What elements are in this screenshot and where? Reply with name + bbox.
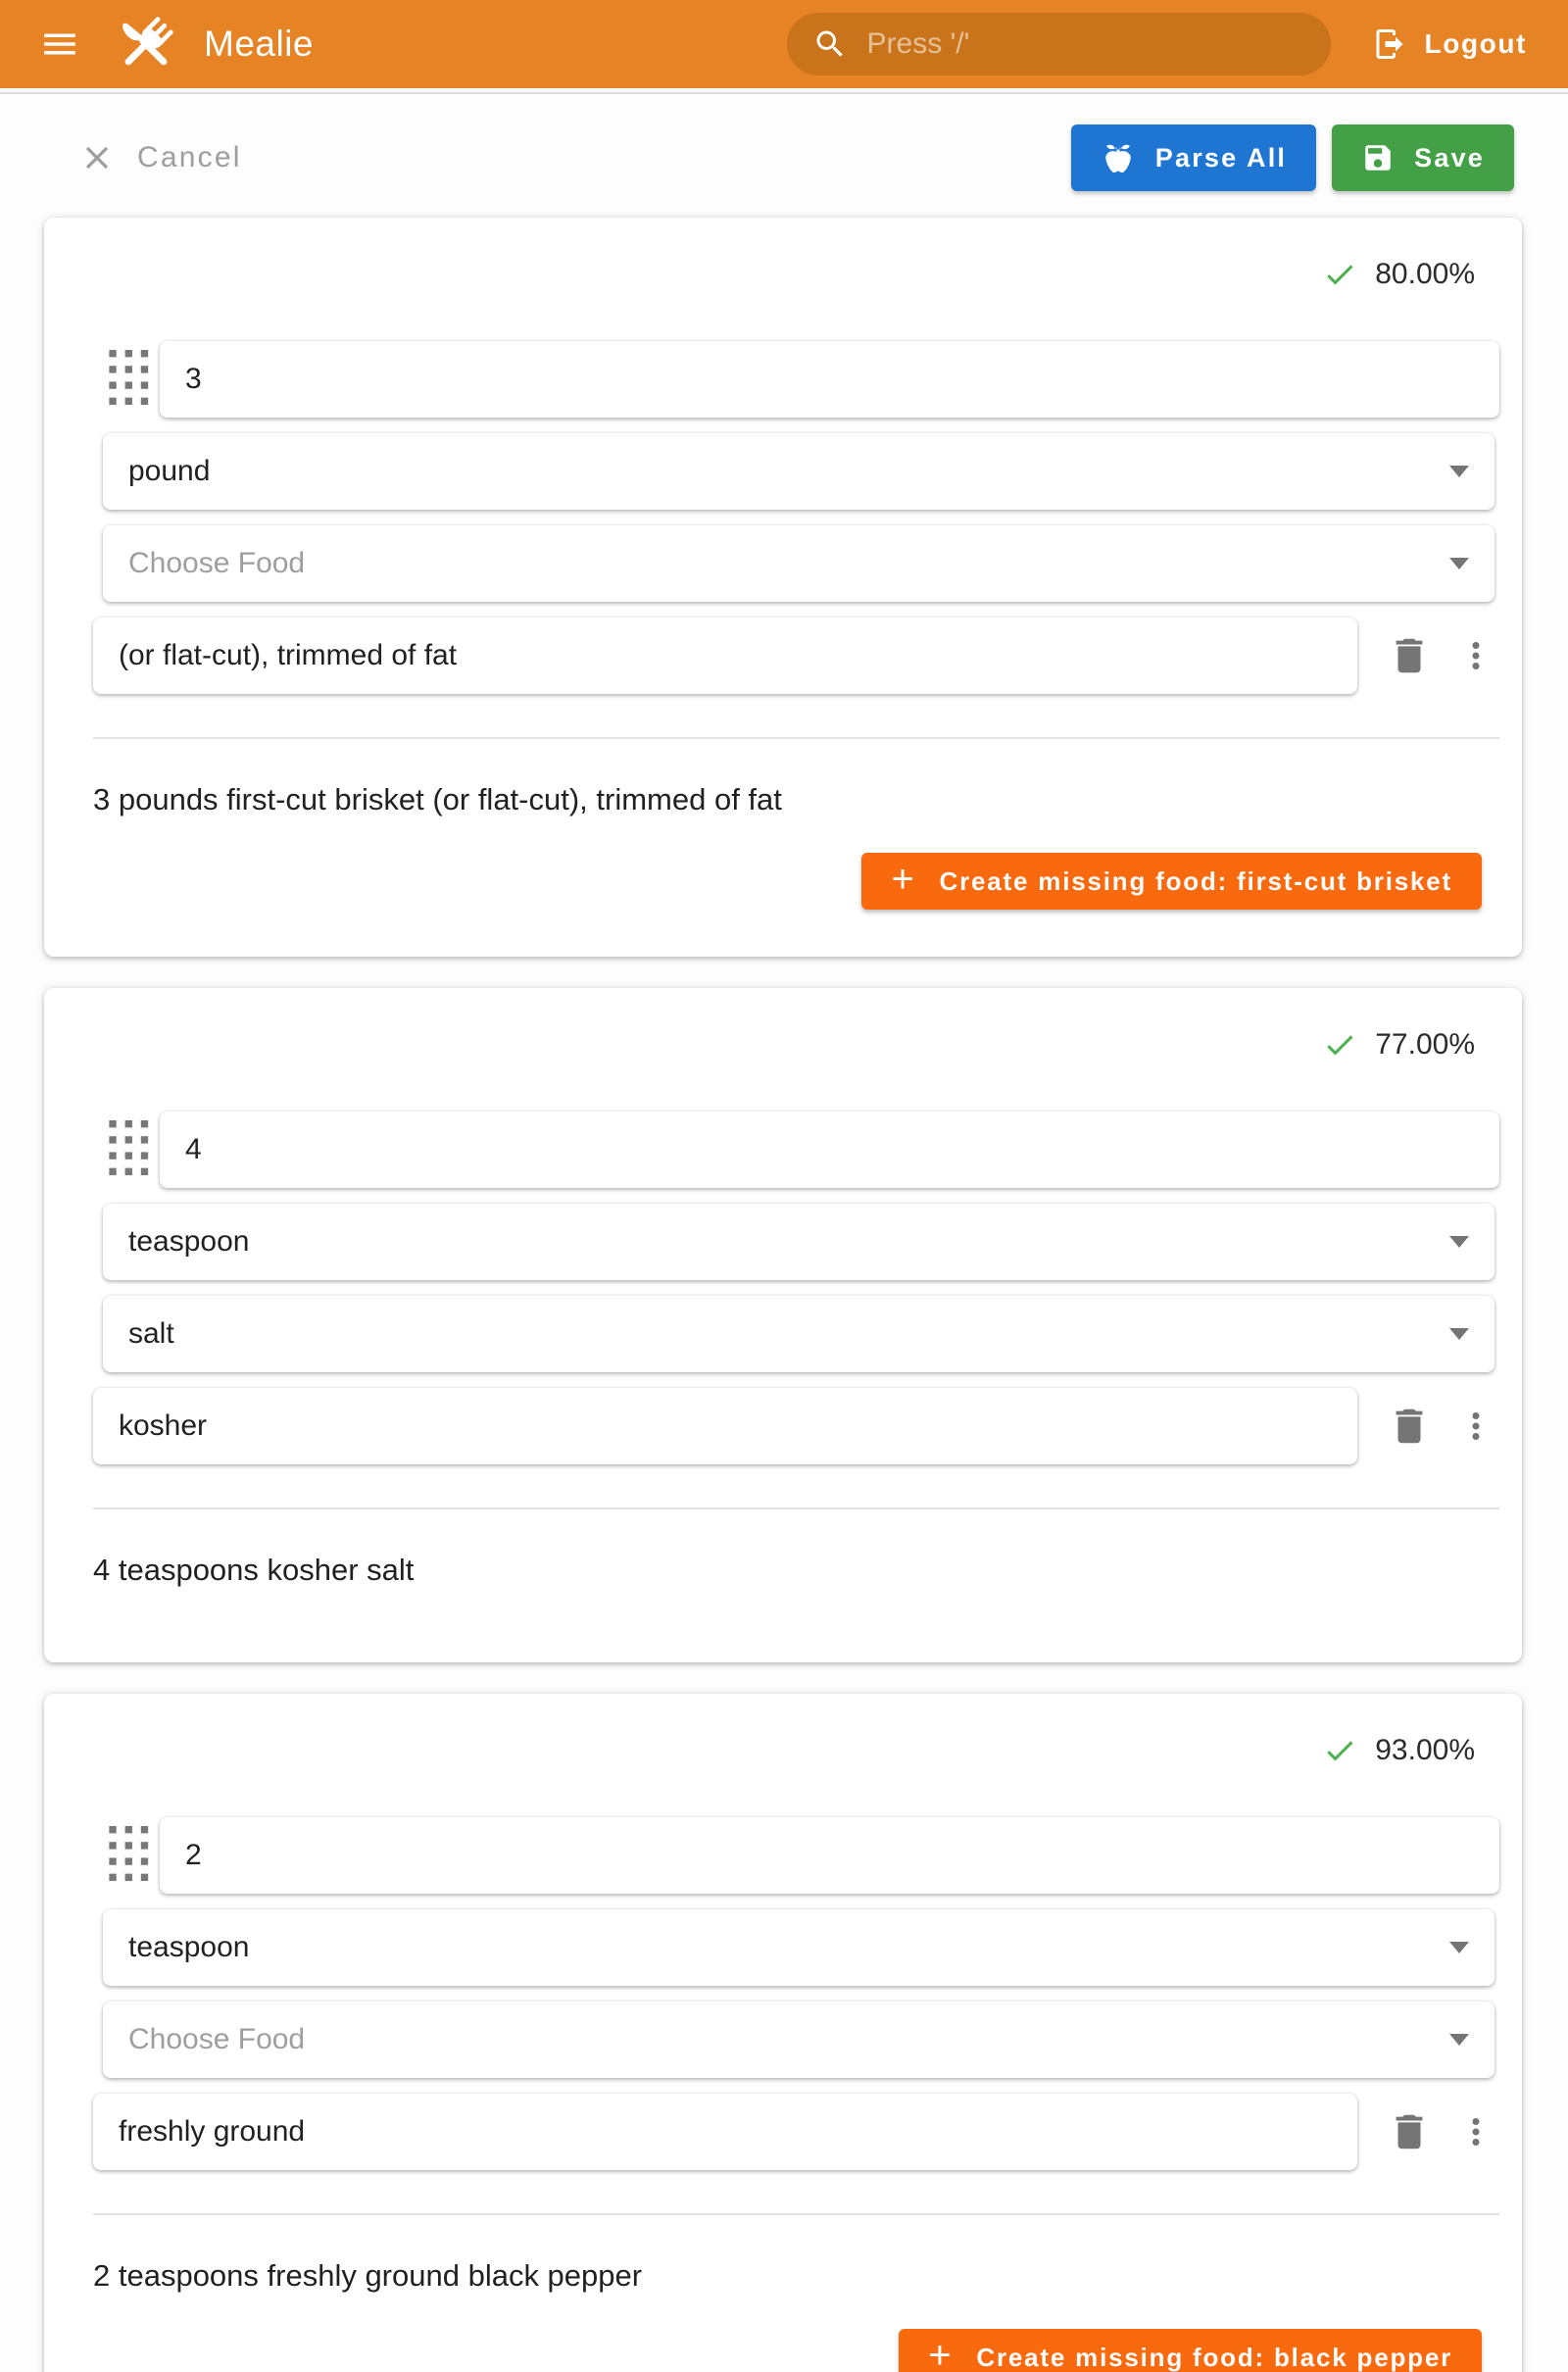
app-title: Mealie [204, 24, 314, 64]
quantity-input[interactable] [160, 1112, 1499, 1188]
drag-handle-icon[interactable] [109, 350, 150, 410]
app-header [0, 0, 1568, 88]
quantity-input[interactable] [160, 341, 1499, 418]
apple-icon [1101, 140, 1136, 175]
logout-label: Logout [1424, 28, 1527, 59]
original-ingredient-text: 3 pounds first-cut brisket (or flat-cut), trimmed of fat [93, 782, 782, 816]
ingredient-card [44, 988, 1522, 1662]
search-input[interactable] [787, 13, 1331, 75]
original-ingredient-text: 4 teaspoons kosher salt [93, 1553, 415, 1587]
unit-select[interactable] [103, 1204, 1494, 1280]
create-missing-food-label: Create missing food: black pepper [976, 2342, 1452, 2372]
logout-button[interactable] [1372, 26, 1527, 62]
create-missing-food-button[interactable] [899, 2329, 1482, 2372]
unit-value: pound [128, 455, 211, 487]
note-row [93, 2094, 1522, 2170]
card-divider [93, 737, 1499, 739]
food-placeholder: Choose Food [128, 2023, 306, 2055]
food-placeholder: Choose Food [128, 547, 306, 579]
quantity-input[interactable] [160, 1817, 1499, 1894]
confidence-value: 93.00% [1375, 1734, 1475, 1766]
chevron-down-icon [1449, 558, 1469, 569]
ingredient-card-list [44, 218, 1522, 2372]
search-icon [812, 26, 848, 62]
delete-button[interactable] [1387, 633, 1432, 678]
quantity-row [44, 341, 1499, 418]
delete-button[interactable] [1387, 1404, 1432, 1449]
check-icon [1322, 1027, 1357, 1062]
mealie-logo-icon [114, 12, 178, 76]
chevron-down-icon [1449, 466, 1469, 477]
confidence-value: 77.00% [1375, 1028, 1475, 1061]
ingredient-card [44, 1694, 1522, 2372]
quantity-row [44, 1817, 1499, 1894]
missing-food-row [44, 853, 1482, 957]
parse-all-button[interactable] [1071, 124, 1316, 191]
save-label: Save [1414, 142, 1485, 173]
confidence-row [44, 218, 1522, 318]
chevron-down-icon [1449, 2034, 1469, 2046]
hamburger-icon [39, 24, 80, 65]
parser-toolbar [78, 124, 1514, 192]
unit-select[interactable] [103, 1909, 1494, 1986]
more-options-button[interactable] [1455, 1406, 1496, 1447]
food-select[interactable] [103, 2001, 1494, 2078]
note-value: kosher [119, 1409, 208, 1442]
drag-handle-icon[interactable] [109, 1826, 150, 1886]
note-value: freshly ground [119, 2115, 306, 2148]
parse-all-label: Parse All [1154, 142, 1288, 173]
unit-value: teaspoon [128, 1931, 250, 1963]
cancel-button[interactable] [78, 139, 242, 176]
confidence-row [44, 988, 1522, 1088]
search-placeholder: Press '/' [866, 27, 970, 60]
note-input[interactable] [93, 618, 1357, 694]
close-icon [78, 139, 116, 176]
create-missing-food-button[interactable] [861, 853, 1482, 910]
note-row [93, 1388, 1522, 1464]
quantity-value: 2 [185, 1839, 202, 1871]
create-missing-food-label: Create missing food: first-cut brisket [939, 865, 1452, 896]
logout-icon [1372, 26, 1407, 62]
confidence-row [44, 1694, 1522, 1794]
plus-icon: + [891, 858, 916, 901]
more-options-button[interactable] [1455, 2111, 1496, 2152]
trash-icon [1387, 2109, 1432, 2154]
missing-food-row [44, 2329, 1482, 2372]
trash-icon [1387, 633, 1432, 678]
original-ingredient-text: 2 teaspoons freshly ground black pepper [93, 2258, 643, 2293]
hamburger-menu-button[interactable] [39, 24, 80, 65]
food-select[interactable] [103, 1296, 1494, 1372]
save-icon [1361, 141, 1395, 174]
food-value: salt [128, 1317, 174, 1350]
card-divider [93, 1507, 1499, 1509]
note-value: (or flat-cut), trimmed of fat [119, 639, 458, 671]
drag-handle-icon[interactable] [109, 1120, 150, 1180]
kebab-menu-icon [1455, 1406, 1496, 1447]
chevron-down-icon [1449, 1328, 1469, 1340]
ingredient-card [44, 218, 1522, 957]
chevron-down-icon [1449, 1942, 1469, 1953]
chevron-down-icon [1449, 1236, 1469, 1248]
more-options-button[interactable] [1455, 635, 1496, 676]
unit-value: teaspoon [128, 1225, 250, 1258]
quantity-value: 4 [185, 1133, 202, 1165]
quantity-row [44, 1112, 1499, 1188]
unit-select[interactable] [103, 433, 1494, 510]
note-row [93, 618, 1522, 694]
confidence-value: 80.00% [1375, 258, 1475, 290]
kebab-menu-icon [1455, 635, 1496, 676]
plus-icon: + [928, 2334, 954, 2372]
check-icon [1322, 257, 1357, 292]
note-input[interactable] [93, 2094, 1357, 2170]
check-icon [1322, 1733, 1357, 1768]
food-select[interactable] [103, 525, 1494, 602]
trash-icon [1387, 1404, 1432, 1449]
header-divider [0, 88, 1568, 94]
save-button[interactable] [1332, 124, 1514, 191]
quantity-value: 3 [185, 363, 202, 395]
kebab-menu-icon [1455, 2111, 1496, 2152]
card-divider [93, 2213, 1499, 2215]
note-input[interactable] [93, 1388, 1357, 1464]
delete-button[interactable] [1387, 2109, 1432, 2154]
cancel-label: Cancel [137, 141, 242, 173]
